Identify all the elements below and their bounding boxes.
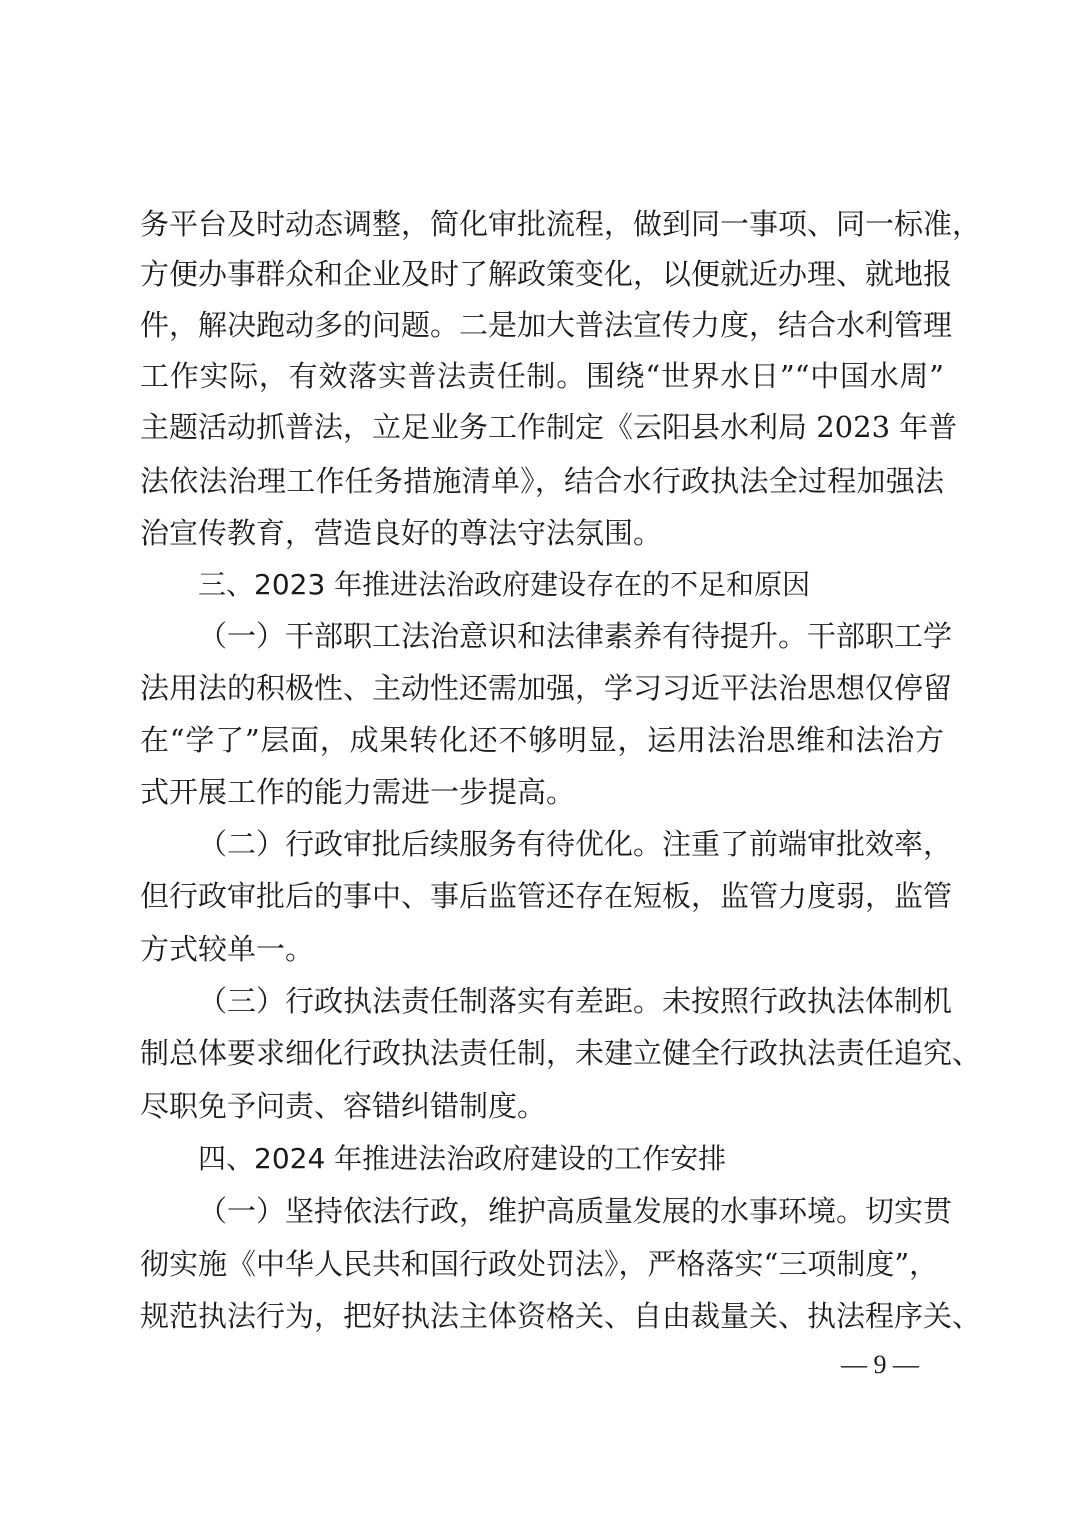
body-text-line: 但行政审批后的事中、事后监管还存在短板，监管力度弱，监管 [140, 879, 953, 913]
subsection-heading-line: （二）行政审批后续服务有待优化。注重了前端审批效率， [198, 827, 953, 861]
body-text-line: 法用法的积极性、主动性还需加强，学习习近平法治思想仅停留 [140, 671, 953, 705]
section-heading-3: 三、2023 年推进法治政府建设存在的不足和原因 [198, 568, 811, 601]
subsection-heading-line: （一）坚持依法行政，维护高质量发展的水事环境。切实贯 [198, 1194, 953, 1228]
body-text-line: 尽职免予问责、容错纠错制度。 [140, 1089, 547, 1123]
body-text-line: 治宣传教育，营造良好的尊法守法氛围。 [140, 516, 663, 550]
page-number: — 9 — [841, 1350, 919, 1379]
body-text-line: 规范执法行为，把好执法主体资格关、自由裁量关、执法程序关、 [140, 1299, 982, 1333]
body-text-line: 式开展工作的能力需进一步提高。 [140, 775, 576, 809]
body-text-line: 在“学了”层面，成果转化还不够明显，运用法治思维和法治方 [140, 723, 944, 757]
body-text-line: 方式较单一。 [140, 932, 315, 966]
body-text-line: 彻实施《中华人民共和国行政处罚法》，严格落实“三项制度”， [140, 1247, 939, 1281]
body-text-line: 法依法治理工作任务措施清单》，结合水行政执法全过程加强法 [140, 464, 944, 498]
body-text-line: 制总体要求细化行政执法责任制，未建立健全行政执法责任追究、 [140, 1036, 982, 1070]
subsection-heading-line: （三）行政执法责任制落实有差距。未按照行政执法体制机 [198, 984, 953, 1018]
subsection-heading-line: （一）干部职工法治意识和法律素养有待提升。干部职工学 [198, 619, 953, 653]
section-heading-4: 四、2024 年推进法治政府建设的工作安排 [198, 1142, 727, 1175]
body-text-line: 方便办事群众和企业及时了解政策变化，以便就近办理、就地报 [140, 257, 953, 291]
body-text-line: 务平台及时动态调整，简化审批流程，做到同一事项、同一标准， [140, 207, 982, 241]
body-text-line: 主题活动抓普法，立足业务工作制定《云阳县水利局 2023 年普 [140, 410, 958, 444]
body-text-line: 工作实际，有效落实普法责任制。围绕“世界水日”“中国水周” [140, 359, 944, 393]
body-text-line: 件，解决跑动多的问题。二是加大普法宣传力度，结合水利管理 [140, 308, 953, 342]
